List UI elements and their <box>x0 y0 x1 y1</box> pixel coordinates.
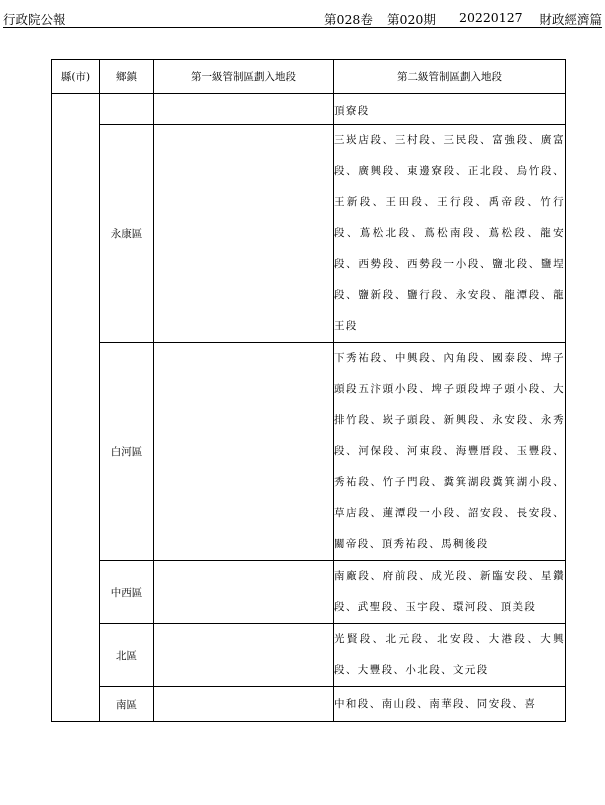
second-level-cell: 三崁店段、三村段、三民段、富強段、廣富段、廣興段、東邊寮段、正北段、烏竹段、王新段、王田段、王行段、禹帝段、竹行段、蔦松北段、蔦松南段、蔦松段、龍安段、西勢段、西勢段一小段、鹽北段、鹽埕段、鹽新段、鹽行段、永安段、龍潭段、龍王段 <box>334 125 566 343</box>
table-row <box>52 343 566 561</box>
column-header-county: 縣(市) <box>52 60 100 94</box>
first-level-cell <box>154 94 334 125</box>
first-level-cell <box>154 343 334 561</box>
township-cell <box>100 94 154 125</box>
publication-title: 行政院公報 <box>3 12 66 27</box>
control-zone-table <box>51 59 566 722</box>
publication-date: 20220127 <box>459 10 523 25</box>
table-row <box>52 561 566 624</box>
township-cell: 北區 <box>100 624 154 687</box>
second-level-cell: 中和段、南山段、南華段、同安段、喜 <box>334 687 566 722</box>
township-cell: 南區 <box>100 687 154 722</box>
issue-number: 第020期 <box>387 12 436 27</box>
table-row <box>52 687 566 722</box>
first-level-cell <box>154 624 334 687</box>
first-level-cell <box>154 687 334 722</box>
table-header-row <box>52 60 566 94</box>
first-level-cell <box>154 125 334 343</box>
table-row <box>52 125 566 343</box>
table-row <box>52 94 566 125</box>
column-header-township: 鄉鎮 <box>100 60 154 94</box>
second-level-cell: 下秀祐段、中興段、內角段、國泰段、埤子頭段五汴頭小段、埤子頭段埤子頭小段、大排竹段、崁子頭段、新興段、永安段、永秀段、河保段、河東段、海豐厝段、玉豐段、秀祐段、竹子門段、糞箕湖段糞箕湖小段、草店段、蓮潭段一小段、詔安段、長安段、關帝段、頂秀祐段、馬稠後段 <box>334 343 566 561</box>
township-cell: 永康區 <box>100 125 154 343</box>
page-header <box>3 7 602 28</box>
column-header-second-level: 第二級管制區劃入地段 <box>334 60 566 94</box>
second-level-cell: 光賢段、北元段、北安段、大港段、大興段、大豐段、小北段、文元段 <box>334 624 566 687</box>
volume-number: 第028卷 <box>324 12 373 27</box>
county-cell <box>52 94 100 722</box>
column-header-first-level: 第一級管制區劃入地段 <box>154 60 334 94</box>
second-level-cell: 頂寮段 <box>334 94 566 125</box>
table-row <box>52 624 566 687</box>
township-cell: 白河區 <box>100 343 154 561</box>
second-level-cell: 南廠段、府前段、成光段、新臨安段、星鑽段、武聖段、玉宇段、環河段、頂美段 <box>334 561 566 624</box>
first-level-cell <box>154 561 334 624</box>
section-name: 財政經濟篇 <box>539 12 602 27</box>
township-cell: 中西區 <box>100 561 154 624</box>
